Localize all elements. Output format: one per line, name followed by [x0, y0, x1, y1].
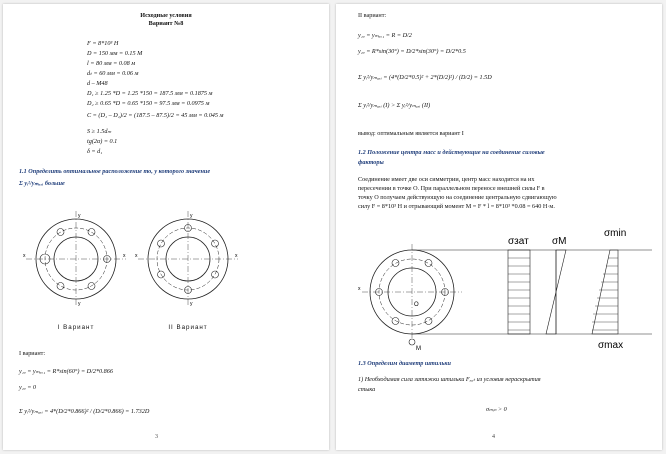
param-c: C = (D₁ – D₂)/2 = (187.5 – 87.5)/2 = 45 мм = 0.045 м	[87, 112, 224, 119]
page-number: 3	[155, 434, 158, 440]
param-f: F = 8*10³ H	[87, 40, 119, 47]
svg-text:y: y	[190, 213, 193, 219]
moment-label: M	[416, 346, 421, 352]
param-d: D = 150 мм = 0.15 M	[87, 50, 143, 57]
title-line1: Исходные условия	[140, 12, 192, 19]
sigma-m-label: σM	[552, 236, 567, 247]
conclusion: вывод: оптимальным является вариант I	[358, 130, 464, 137]
stress-diagram	[356, 222, 656, 352]
variant-2-heading: II вариант:	[358, 12, 387, 19]
point-o-label: O	[414, 302, 419, 308]
param-tg: tg(2α) = 0.1	[87, 138, 118, 145]
para-line-2: пересечении в точке О. При параллельном переносе внешней силы F в	[358, 185, 545, 192]
section-1-2-line2: факторы	[358, 159, 384, 166]
variant-1-label: I Вариант	[57, 324, 95, 331]
variant-2-label: II Вариант	[168, 324, 208, 331]
svg-text:y: y	[78, 213, 81, 219]
param-dt: dₜ = 60 мм = 0.06 м	[87, 70, 139, 77]
param-thread: d – M48	[87, 80, 108, 87]
svg-text:y: y	[78, 301, 81, 307]
section-1-1-heading: 1.1 Определить оптимальное расположение то, у которого значение	[19, 168, 211, 175]
variant-1-eq2: y₂ₒ = 0	[19, 384, 37, 391]
svg-text:x: x	[23, 253, 26, 259]
para-line-3: точку О получаем действующую на соединение центральную сдвигающую	[358, 194, 557, 201]
svg-text:y: y	[190, 301, 193, 307]
svg-text:x: x	[135, 253, 138, 259]
param-d2: D₂ ≥ 0.65 *D = 0.65 *150 = 97.5 мм = 0.0975 м	[87, 100, 210, 107]
page-number: 4	[492, 434, 495, 440]
variant-1-heading: I вариант:	[19, 350, 46, 357]
variant-1-diagram	[21, 209, 131, 309]
section-1-1-cont: Σ yᵢ²/yₘₐₓᵢ больше	[19, 180, 65, 187]
svg-text:x: x	[235, 253, 238, 259]
section-1-3-heading: 1.3 Определим диаметр штильки	[358, 360, 451, 367]
item-1-line2: стыка	[358, 386, 376, 393]
section-1-2-line1: 1.2 Положение центра масс и действующие на соединение силовые	[358, 149, 545, 156]
variant-2-eq4: Σ yᵢ²/yₘₐₓᵢ (I) > Σ yᵢ²/yₘₐₓᵢ (II)	[358, 102, 431, 109]
variant-2-eq1: y₁ₒ = yₘₐₓ₁ = R = D/2	[358, 32, 412, 39]
variant-1-eq3: Σ yᵢ²/yₘₐₓᵢ = 4*(D/2*0.866)² / (D/2*0.866) = 1.732D	[19, 408, 150, 415]
item-1-line1: 1) Необходимая сила затяжки штильки Fₓₐₜ из условия нераскрытия	[358, 376, 541, 383]
title-line2: Вариант №8	[148, 20, 184, 27]
page-4	[336, 4, 662, 450]
sigma-min-label: σmin	[604, 228, 627, 239]
para-line-1: Соединение имеет две оси симметрии, центр масс находится на их	[358, 176, 535, 183]
sigma-condition: σₘᵢₙ > 0	[486, 406, 507, 413]
para-line-4: силу F = 8*10³ H и отрывающий момент M = F * l = 8*10³ *0.08 = 640 H·м.	[358, 203, 555, 210]
sigma-max-label: σmax	[598, 340, 624, 351]
sigma-zam-label: σзат	[508, 236, 529, 247]
param-s: S ≥ 1.5dₘ	[87, 128, 112, 135]
param-d1: D₁ ≥ 1.25 *D = 1.25 *150 = 187.5 мм = 0.1875 м	[87, 90, 213, 97]
param-l: l = 80 мм = 0.08 м	[87, 60, 136, 67]
page-3	[3, 4, 329, 450]
svg-text:x: x	[123, 253, 126, 259]
param-delta: δ = d₁	[87, 148, 103, 155]
variant-2-diagram	[133, 209, 243, 309]
svg-text:x: x	[358, 286, 361, 292]
variant-2-eq2: y₂ₒ = R*sin(30°) = D/2*sin(30°) = D/2*0.5	[358, 48, 466, 55]
variant-2-eq3: Σ yᵢ²/yₘₐₓᵢ = (4*(D/2*0.5)² + 2*(D/2)²) / (D/2) = 1.5D	[358, 74, 492, 81]
variant-1-eq1: y₁ₒ = yₘₐₓ₁ = R*sin(60°) = D/2*0.866	[19, 368, 113, 375]
